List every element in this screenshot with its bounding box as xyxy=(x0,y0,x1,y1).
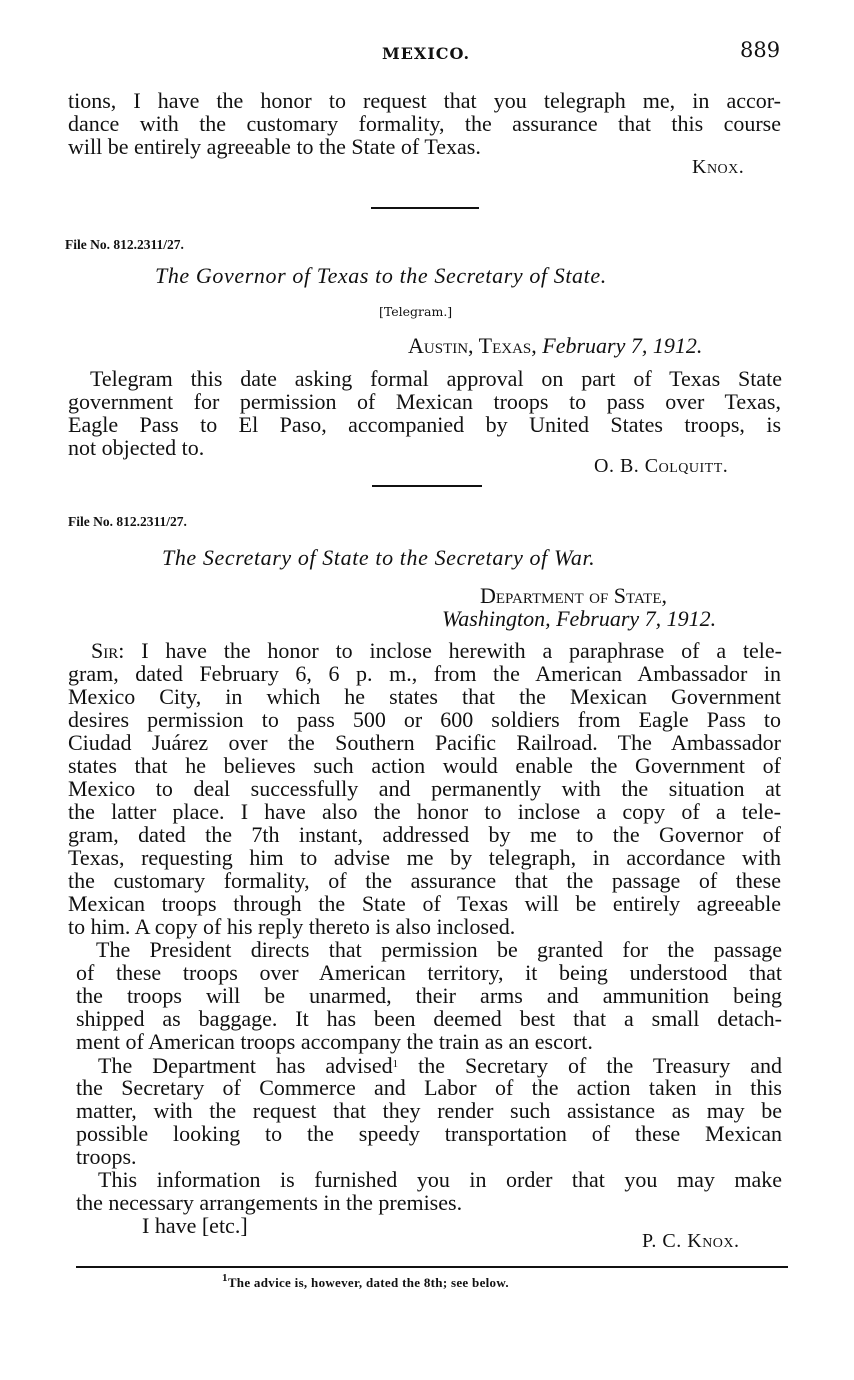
letter-line-11: the customary formality, of the assurance that the passage of these xyxy=(68,868,781,893)
letter-line-16: the troops will be unarmed, their arms and ammunition being xyxy=(76,983,782,1008)
letter-line-10: Texas, requesting him to advise me by telegraph, in accordance with xyxy=(68,845,781,870)
letter-line-24: This information is furnished you in order that you may make xyxy=(98,1167,782,1192)
telegram-line-4: not objected to. xyxy=(68,435,205,460)
salutation: Sir: xyxy=(91,638,125,663)
continuation-line-3: will be entirely agreeable to the State of Texas. xyxy=(68,134,481,159)
signature-knox: Knox. xyxy=(692,156,745,178)
running-title: MEXICO. xyxy=(382,44,471,63)
continuation-line-2: dance with the customary formality, the assurance that this course xyxy=(68,111,781,136)
dateline: Washington, February 7, 1912. xyxy=(442,606,717,631)
letter-line-4: desires permission to pass 500 or 600 soldiers from Eagle Pass to xyxy=(68,707,781,732)
dateline xyxy=(408,333,702,359)
telegram-label: [Telegram.] xyxy=(379,304,453,319)
letter-line-8: the latter place. I have also the honor to inclose a copy of a tele- xyxy=(68,799,781,824)
footnote-rule xyxy=(76,1266,788,1268)
file-number: File No. 812.2311/27. xyxy=(65,237,184,252)
letter-line-18: ment of American troops accompany the train as an escort. xyxy=(76,1029,593,1054)
dateline-place: Austin, Texas, xyxy=(408,333,537,358)
letter-line-1: Sir: I have the honor to inclose herewith a paraphrase of a tele- xyxy=(91,638,782,663)
department-line: Department of State, xyxy=(480,583,667,608)
letter-line-23: troops. xyxy=(76,1144,137,1169)
signature-colquitt: O. B. Colquitt. xyxy=(594,455,729,477)
section-divider xyxy=(372,485,482,487)
letter-line-3: Mexico City, in which he states that the Mexican Government xyxy=(68,684,781,709)
document-heading: The Secretary of State to the Secretary of War. xyxy=(162,545,596,570)
letter-line-6: states that he believes such action would enable the Government of xyxy=(68,753,781,778)
dateline-date: February 7, 1912. xyxy=(542,333,703,358)
letter-line-20: the Secretary of Commerce and Labor of the action taken in this xyxy=(76,1075,782,1100)
letter-line-14: The President directs that permission be granted for the passage xyxy=(96,937,782,962)
file-number: File No. 812.2311/27. xyxy=(68,514,187,529)
letter-line-21: matter, with the request that they render such assistance as may be xyxy=(76,1098,782,1123)
letter-line-2: gram, dated February 6, 6 p. m., from the American Ambassador in xyxy=(68,661,781,686)
letter-line-22: possible looking to the speedy transportation of these Mexican xyxy=(76,1121,782,1146)
letter-line-25: the necessary arrangements in the premises. xyxy=(76,1190,463,1215)
footnote-text: The advice is, however, dated the 8th; see below. xyxy=(227,1275,509,1290)
section-divider xyxy=(371,207,479,209)
signature-knox-2: P. C. Knox. xyxy=(642,1230,740,1252)
letter-line-15: of these troops over American territory, it being understood that xyxy=(76,960,782,985)
letter-line-7: Mexico to deal successfully and permanently with the situation at xyxy=(68,776,781,801)
letter-line-5: Ciudad Juárez over the Southern Pacific Railroad. The Ambassador xyxy=(68,730,781,755)
telegram-line-3: Eagle Pass to El Paso, accompanied by United States troops, is xyxy=(68,412,781,437)
letter-line-19: The Department has advised$^1$ the Secretary of the Treasury and xyxy=(98,1053,782,1078)
closing-line: I have [etc.] xyxy=(142,1213,248,1238)
letter-line-12: Mexican troops through the State of Texas will be entirely agreeable xyxy=(68,891,781,916)
document-heading: The Governor of Texas to the Secretary of State. xyxy=(155,263,607,288)
footnote-marker: 1 xyxy=(222,1272,228,1284)
telegram-line-2: government for permission of Mexican troops to pass over Texas, xyxy=(68,389,781,414)
letter-line-13: to him. A copy of his reply thereto is also inclosed. xyxy=(68,914,516,939)
letter-line-9: gram, dated the 7th instant, addressed by me to the Governor of xyxy=(68,822,781,847)
page-number: 889 xyxy=(740,38,781,62)
telegram-line-1: Telegram this date asking formal approval on part of Texas State xyxy=(90,366,782,391)
footnote xyxy=(222,1272,509,1291)
footnote-reference: 1 xyxy=(392,1058,399,1070)
letter-line-17: shipped as baggage. It has been deemed best that a small detach- xyxy=(76,1006,782,1031)
continuation-line-1: tions, I have the honor to request that you telegraph me, in accor- xyxy=(68,88,781,113)
